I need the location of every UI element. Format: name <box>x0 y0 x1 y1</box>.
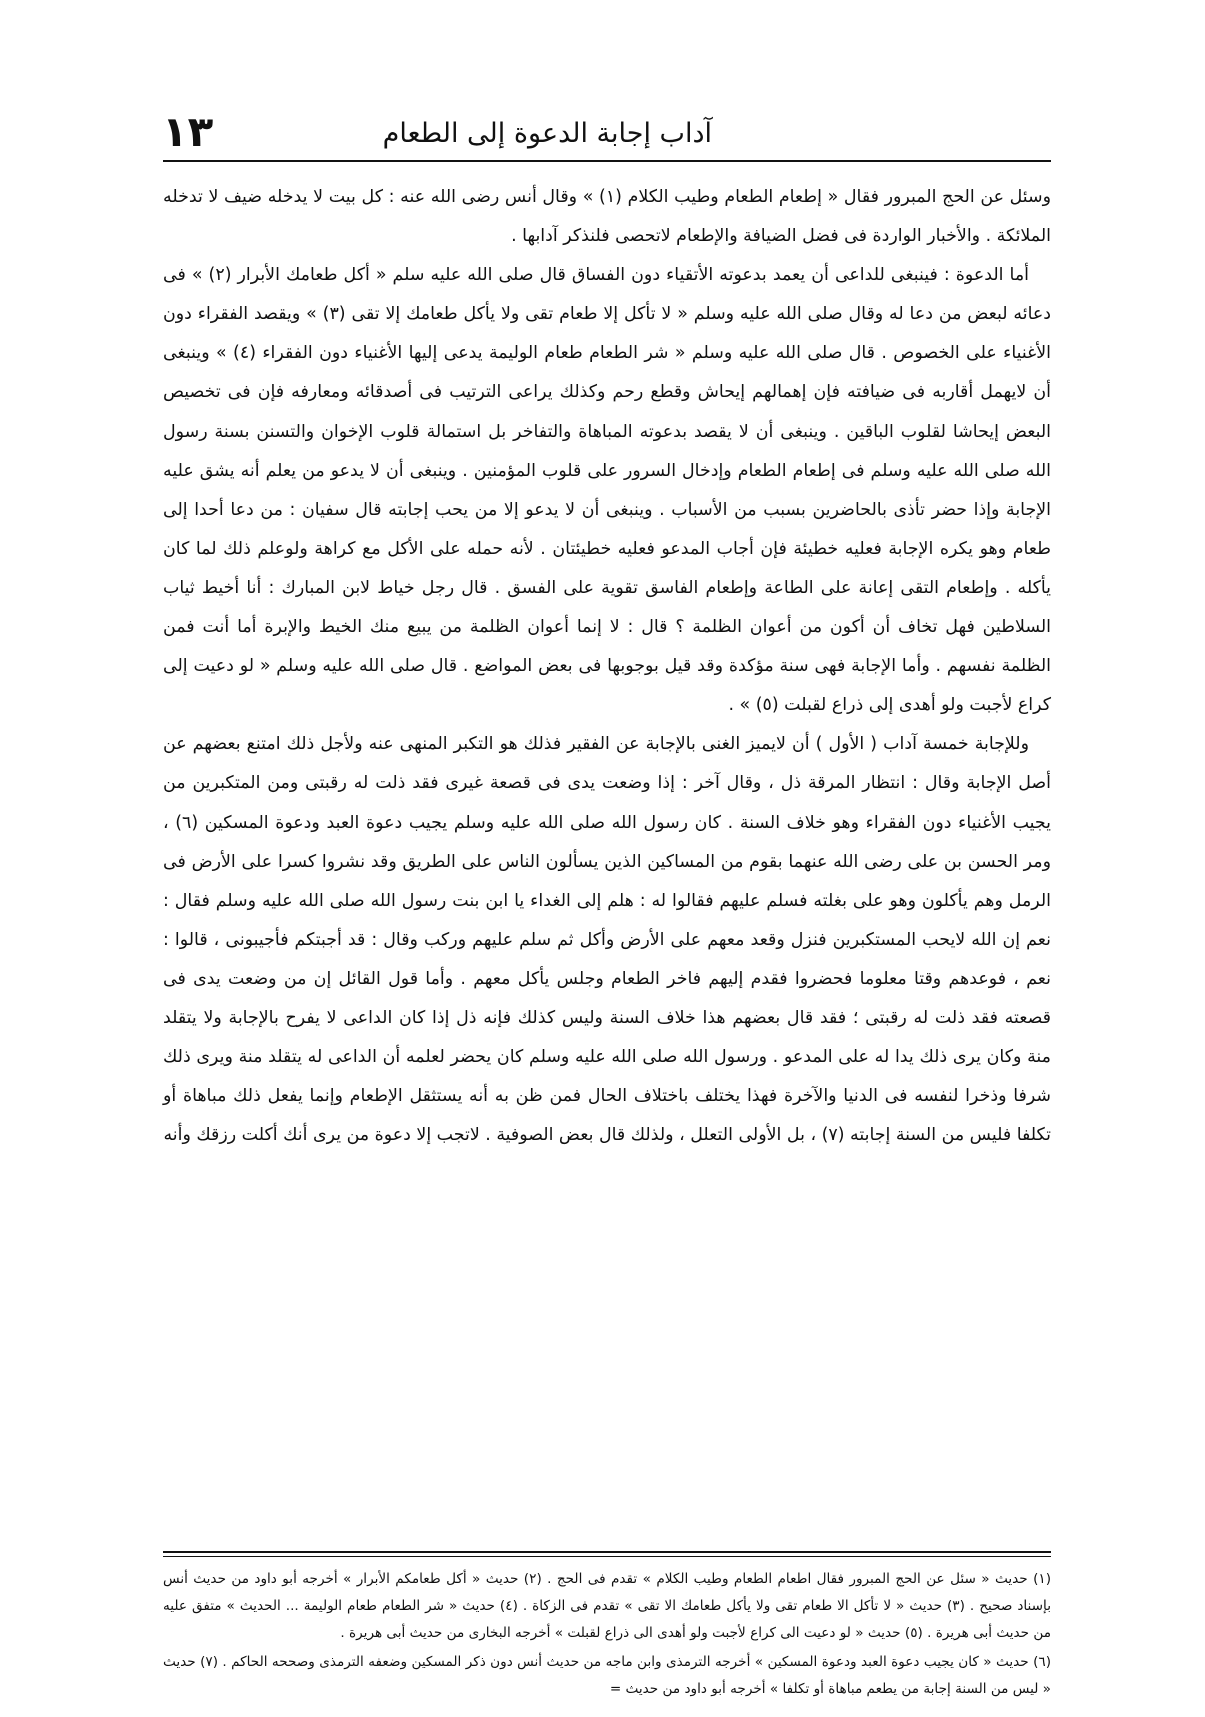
paragraph: وسئل عن الحج المبرور فقال « إطعام الطعام وطيب الكلام (١) » وقال أنس رضى الله عنه : كل بيت لا يدخله ضيف لا تدخله الملائكة . والأخبار الواردة فى فضل الضيافة والإطعام لاتحصى فلنذكر آدابها . <box>163 187 1051 247</box>
footnote-rule <box>163 1551 1051 1553</box>
header-rule <box>163 160 1051 162</box>
footnote-block: (٦) حديث « كان يجيب دعوة العبد ودعوة المسكين » أخرجه الترمذى وابن ماجه من حديث أنس دون ذكر المسكين وضعفه الترمذى وصححه الحاكم . (٧) حديث « ليس من السنة إجابة من يطعم مباهاة أو تكلفا » أخرجه أبو داود من حديث = <box>163 1654 1052 1697</box>
paragraph: أما الدعوة : فينبغى للداعى أن يعمد بدعوته الأتقياء دون الفساق قال صلى الله عليه سلم « أكل طعامك الأبرار (٢) » فى دعائه لبعض من دعا له وقال صلى الله عليه وسلم « لا تأكل إلا طعام تقى ولا يأكل طعامك إلا تقى (٣) » ويقصد الفقراء دون الأغنياء على الخصوص . قال صلى الله عليه وسلم « شر الطعام طعام الوليمة يدعى إليها الأغنياء دون الفقراء (٤) » وينبغى أن لايهمل أقاربه فى ضيافته فإن إهمالهم إيحاش وقطع رحم وكذلك يراعى الترتيب فى أصدقائه ومعارفه فإن فى تخصيص البعض إيحاشا لقلوب الباقين . وينبغى أن لا يقصد بدعوته المباهاة والتفاخر بل استمالة قلوب الإخوان والتسنن بسنة رسول الله صلى الله عليه وسلم فى إطعام الطعام وإدخال السرور على قلوب المؤمنين . وينبغى أن لا يدعو من يعلم أنه يشق عليه الإجابة وإذا حضر تأذى بالحاضرين بسبب من الأسباب . وينبغى أن لا يدعو إلا من يحب إجابته قال سفيان : من دعا أحدا إلى طعام وهو يكره الإجابة فعليه خطيئة فإن أجاب المدعو فعليه خطيئتان . لأنه حمله على الأكل مع كراهة ولوعلم ذلك لما كان يأكله . وإطعام التقى إعانة على الطاعة وإطعام الفاسق تقوية على الفسق . قال رجل خياط لابن المبارك : أنا أخيط ثياب السلاطين فهل تخاف أن أكون من أعوان الظلمة ؟ قال : لا إنما أعوان الظلمة من يبيع منك الخيط والإبرة أما أنت فمن الظلمة نفسهم . وأما الإجابة فهى سنة مؤكدة وقد قيل بوجوبها فى بعض المواضع . قال صلى الله عليه وسلم « لو دعيت إلى كراع لأجبت ولو أهدى إلى ذراع لقبلت (٥) » . <box>163 265 1051 716</box>
running-title: آداب إجابة الدعوة إلى الطعام <box>382 118 712 149</box>
main-text <box>163 178 1051 1155</box>
footnote-rule-thin <box>163 1556 1051 1557</box>
page-number: ١٣ <box>162 107 214 156</box>
footnotes <box>163 1566 1051 1703</box>
page-header <box>162 108 1052 160</box>
footnote-block: (١) حديث « سئل عن الحج المبرور فقال اطعام الطعام وطيب الكلام » تقدم فى الحج . (٢) حديث « أكل طعامكم الأبرار » أخرجه أبو داود من حديث أنس بإسناد صحيح . (٣) حديث « لا تأكل الا طعام تقى ولا يأكل طعامك الا تقى » تقدم فى الزكاة . (٤) حديث « شر الطعام طعام الوليمة ... الحديث » متفق عليه من حديث أبى هريرة . (٥) حديث « لو دعيت الى كراع لأجبت ولو أهدى الى ذراع لقبلت » أخرجه البخارى من حديث أبى هريرة . <box>163 1571 1051 1641</box>
paragraph: وللإجابة خمسة آداب ( الأول ) أن لايميز الغنى بالإجابة عن الفقير فذلك هو التكبر المنهى عنه ولأجل ذلك امتنع بعضهم عن أصل الإجابة وقال : انتظار المرقة ذل ، وقال آخر : إذا وضعت يدى فى قصعة غيرى فقد ذلت له رقبتى ومن المتكبرين من يجيب الأغنياء دون الفقراء وهو خلاف السنة . كان رسول الله صلى الله عليه وسلم يجيب دعوة العبد ودعوة المسكين (٦) ، ومر الحسن بن على رضى الله عنهما بقوم من المساكين الذين يسألون الناس على الطريق وقد نشروا كسرا على الأرض فى الرمل وهم يأكلون وهو على بغلته فسلم عليهم فقالوا له : هلم إلى الغداء يا ابن بنت رسول الله صلى الله عليه وسلم فقال : نعم إن الله لايحب المستكبرين فنزل وقعد معهم على الأرض وأكل ثم سلم عليهم وركب وقال : قد أجبتكم فأجيبونى ، قالوا : نعم ، فوعدهم وقتا معلوما فحضروا فقدم إليهم فاخر الطعام وجلس يأكل معهم . وأما قول القائل إن من وضعت يدى فى قصعته فقد ذلت له رقبتى ؛ فقد قال بعضهم هذا خلاف السنة وليس كذلك فإنه ذل إذا كان الداعى لا يفرح بالإجابة ولا يتقلد منة وكان يرى ذلك يدا له على المدعو . ورسول الله صلى الله عليه وسلم كان يحضر لعلمه أن الداعى له يتقلد منة ويرى ذلك شرفا وذخرا لنفسه فى الدنيا والآخرة فهذا يختلف باختلاف الحال فمن ظن به أنه يستثقل الإطعام وإنما يفعل ذلك مباهاة أو تكلفا فليس من السنة إجابته (٧) ، بل الأولى التعلل ، ولذلك قال بعض الصوفية . لاتجب إلا دعوة من يرى أنك أكلت رزقك وأنه <box>163 734 1051 1146</box>
